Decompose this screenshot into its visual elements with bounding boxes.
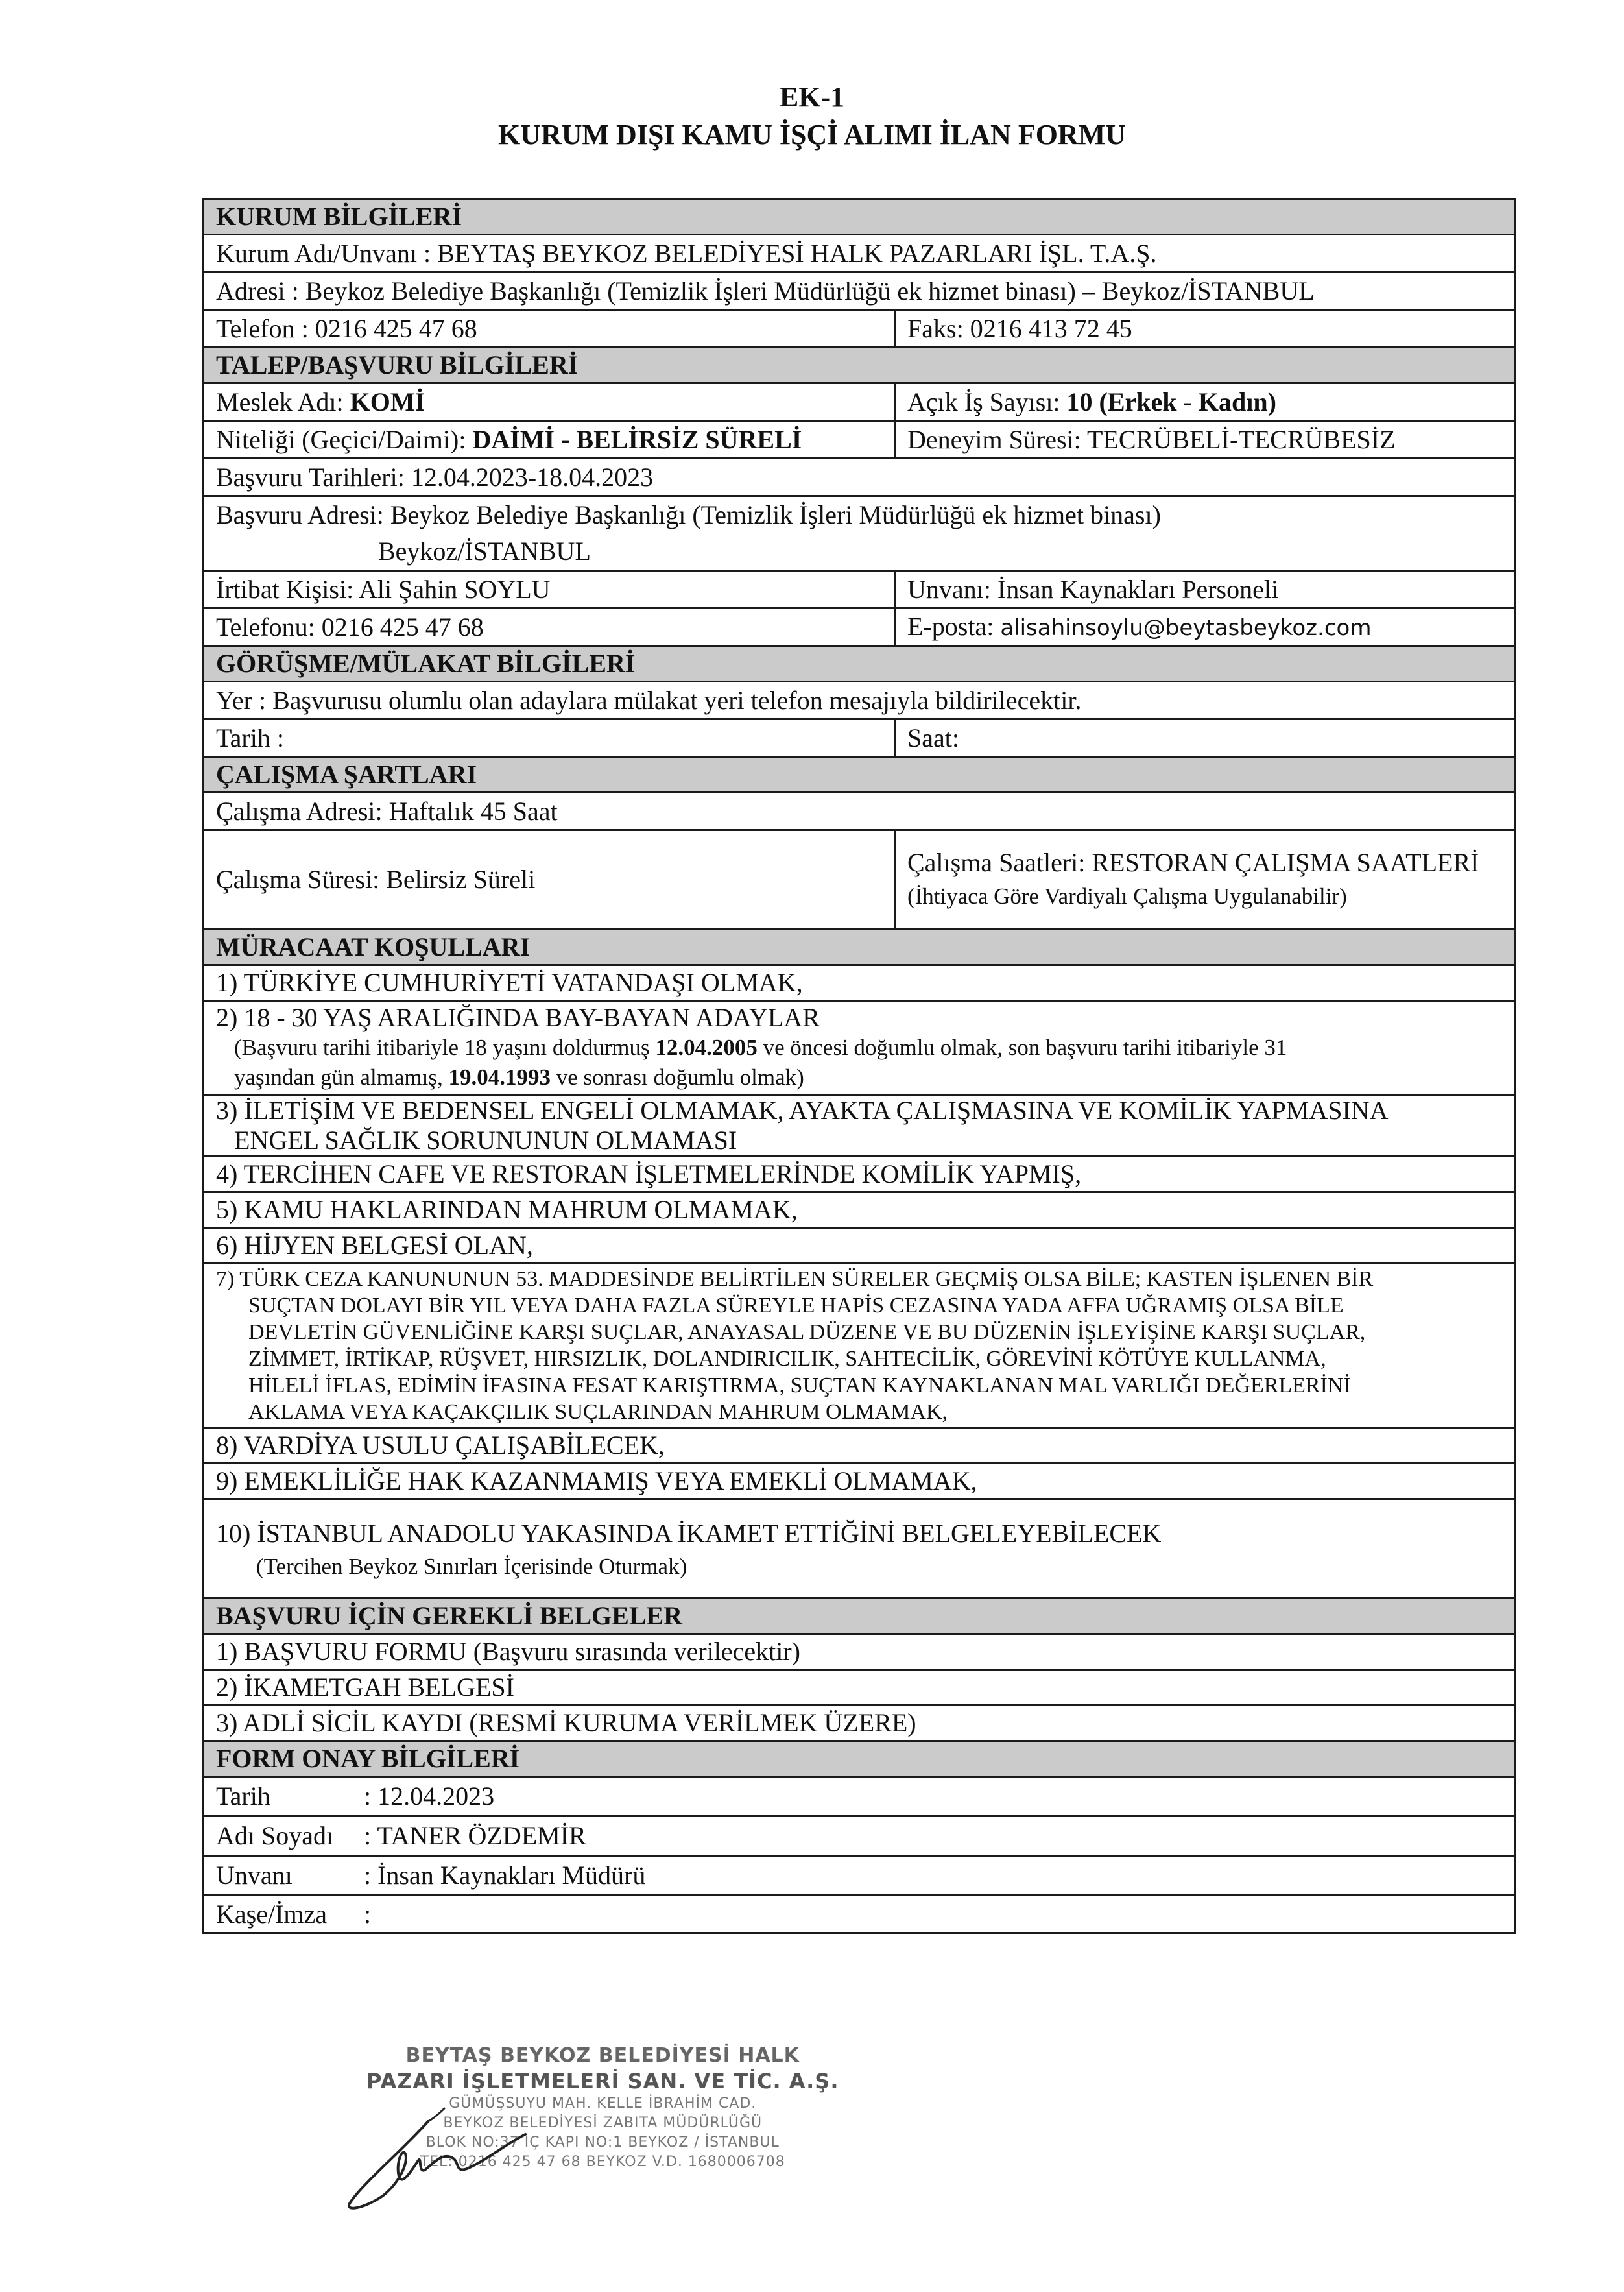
document-title-block bbox=[0, 79, 1624, 154]
application-dates-value: 12.04.2023-18.04.2023 bbox=[411, 462, 654, 492]
open-positions-label: Açık İş Sayısı: bbox=[907, 387, 1067, 416]
condition-item-10 bbox=[204, 1499, 1516, 1598]
experience-value: TECRÜBELİ-TECRÜBESİZ bbox=[1087, 424, 1396, 454]
contact-title-label: Unvanı: bbox=[907, 574, 997, 604]
stamp-line-4: BEYKOZ BELEDİYESİ ZABITA MÜDÜRLÜĞÜ bbox=[443, 2115, 763, 2131]
condition-item-9: 9) EMEKLİLİĞE HAK KAZANMAMIŞ VEYA EMEKLİ OLMAMAK, bbox=[204, 1464, 1516, 1499]
interview-location-label: Yer : bbox=[216, 685, 273, 715]
approver-name-row bbox=[204, 1816, 1516, 1856]
employment-type-cell bbox=[204, 421, 895, 459]
contact-phone-label: Telefonu: bbox=[216, 612, 322, 642]
note-text: ve sonrası doğumlu olmak) bbox=[551, 1065, 804, 1090]
condition-item-2 bbox=[204, 1001, 1516, 1095]
condition-item-7-line: AKLAMA VEYA KAÇAKÇILIK SUÇLARINDAN MAHRUM OLMAMAK, bbox=[248, 1400, 948, 1424]
stamp-line-3: GÜMÜŞSUYU MAH. KELLE İBRAHİM CAD. bbox=[449, 2095, 757, 2112]
section-header-calisma: ÇALIŞMA ŞARTLARI bbox=[204, 757, 1516, 793]
section-header-talep: TALEP/BAŞVURU BİLGİLERİ bbox=[204, 348, 1516, 383]
condition-item-1: 1) TÜRKİYE CUMHURİYETİ VATANDAŞI OLMAK, bbox=[204, 965, 1516, 1001]
approval-date-row bbox=[204, 1777, 1516, 1816]
contact-email-label: E-posta: bbox=[907, 611, 1001, 641]
annex-label: EK-1 bbox=[779, 81, 845, 113]
section-header-kurum: KURUM BİLGİLERİ bbox=[204, 199, 1516, 235]
work-hours-note: (İhtiyaca Göre Vardiyalı Çalışma Uygulanabilir) bbox=[907, 884, 1347, 909]
institution-name-value: BEYTAŞ BEYKOZ BELEDİYESİ HALK PAZARLARI İŞL. T.A.Ş. bbox=[437, 238, 1157, 268]
institution-phone-label: Telefon : bbox=[216, 313, 315, 343]
contact-phone-cell bbox=[204, 609, 895, 646]
min-birth-date: 12.04.2005 bbox=[655, 1035, 758, 1060]
application-dates-label: Başvuru Tarihleri: bbox=[216, 462, 411, 492]
approver-title-label: Unvanı bbox=[216, 1861, 293, 1890]
institution-name-row bbox=[204, 235, 1516, 272]
experience-cell bbox=[895, 421, 1516, 459]
contact-email-link[interactable]: alisahinsoylu@beytasbeykoz.com bbox=[1000, 614, 1372, 641]
work-address-label: Çalışma Adresi: bbox=[216, 796, 389, 826]
institution-address-value: Beykoz Belediye Başkanlığı (Temizlik İşleri Müdürlüğü ek hizmet binası) – Beykoz/İSTANBUL bbox=[305, 276, 1315, 306]
interview-location-row bbox=[204, 682, 1516, 719]
section-header-muracaat: MÜRACAAT KOŞULLARI bbox=[204, 930, 1516, 965]
condition-item-10-line2: (Tercihen Beykoz Sınırları İçerisinde Oturmak) bbox=[256, 1554, 687, 1579]
note-text: (Başvuru tarihi itibariyle 18 yaşını doldurmuş bbox=[234, 1035, 656, 1060]
institution-fax-label: Faks: bbox=[907, 313, 970, 343]
section-header-belgeler: BAŞVURU İÇİN GEREKLİ BELGELER bbox=[204, 1598, 1516, 1634]
approver-name-label: Adı Soyadı bbox=[216, 1821, 334, 1850]
section-header-onay: FORM ONAY BİLGİLERİ bbox=[204, 1741, 1516, 1777]
stamp-line-2: PAZARI İŞLETMELERİ SAN. VE TİC. A.Ş. bbox=[366, 2069, 839, 2093]
stamp-line-5: BLOK NO:37 İÇ KAPI NO:1 BEYKOZ / İSTANBUL bbox=[425, 2134, 780, 2151]
open-positions-cell bbox=[895, 383, 1516, 421]
work-duration-label: Çalışma Süresi: bbox=[216, 865, 387, 894]
institution-fax-value: 0216 413 72 45 bbox=[970, 313, 1132, 343]
application-address-row bbox=[204, 496, 1516, 571]
interview-date-cell: Tarih : bbox=[204, 719, 895, 757]
contact-person-cell bbox=[204, 571, 895, 609]
approval-date-value: : 12.04.2023 bbox=[364, 1781, 495, 1811]
stamp-signature-colon: : bbox=[364, 1899, 372, 1929]
occupation-label: Meslek Adı: bbox=[216, 387, 350, 416]
occupation-value: KOMİ bbox=[350, 387, 425, 416]
contact-person-label: İrtibat Kişisi: bbox=[216, 574, 359, 604]
application-dates-row bbox=[204, 459, 1516, 496]
institution-phone-value: 0216 425 47 68 bbox=[315, 313, 477, 343]
employment-type-value: DAİMİ - BELİRSİZ SÜRELİ bbox=[472, 424, 802, 454]
condition-item-7 bbox=[204, 1264, 1516, 1428]
institution-address-row bbox=[204, 272, 1516, 310]
max-birth-date: 19.04.1993 bbox=[448, 1065, 551, 1090]
approver-title-value: : İnsan Kaynakları Müdürü bbox=[364, 1861, 646, 1890]
work-hours-value: RESTORAN ÇALIŞMA SAATLERİ bbox=[1092, 848, 1479, 877]
work-address-row bbox=[204, 793, 1516, 830]
condition-item-7-line: 7) TÜRK CEZA KANUNUNUN 53. MADDESİNDE BELİRTİLEN SÜRELER GEÇMİŞ OLSA BİLE; KASTEN İŞLENEN BİR bbox=[216, 1267, 1374, 1291]
stamp-signature-label: Kaşe/İmza bbox=[216, 1899, 328, 1929]
interview-location-value: Başvurusu olumlu olan adaylara mülakat yeri telefon mesajıyla bildirilecektir. bbox=[272, 685, 1082, 715]
work-hours-label: Çalışma Saatleri: bbox=[907, 848, 1092, 877]
contact-phone-value: 0216 425 47 68 bbox=[321, 612, 484, 642]
condition-item-2-title: 2) 18 - 30 YAŞ ARALIĞINDA BAY-BAYAN ADAYLAR bbox=[216, 1003, 820, 1032]
occupation-cell bbox=[204, 383, 895, 421]
approver-title-row bbox=[204, 1856, 1516, 1896]
condition-item-7-line: SUÇTAN DOLAYI BİR YIL VEYA DAHA FAZLA SÜREYLE HAPİS CEZASINA YADA AFFA UĞRAMIŞ OLSA BİLE bbox=[248, 1294, 1344, 1318]
application-address-value-line1: Beykoz Belediye Başkanlığı (Temizlik İşleri Müdürlüğü ek hizmet binası) bbox=[390, 500, 1161, 529]
contact-email-cell bbox=[895, 609, 1516, 646]
contact-title-cell bbox=[895, 571, 1516, 609]
application-address-value-line2: Beykoz/İSTANBUL bbox=[378, 537, 591, 566]
stamp-line-6: TEL: 0216 425 47 68 BEYKOZ V.D. 1680006708 bbox=[420, 2154, 785, 2170]
work-address-value: Haftalık 45 Saat bbox=[388, 796, 558, 826]
condition-item-10-line1: 10) İSTANBUL ANADOLU YAKASINDA İKAMET ETTİĞİNİ BELGELEYEBİLECEK bbox=[216, 1519, 1162, 1548]
stamp-signature-row bbox=[204, 1896, 1516, 1933]
section-header-gorusme: GÖRÜŞME/MÜLAKAT BİLGİLERİ bbox=[204, 646, 1516, 682]
experience-label: Deneyim Süresi: bbox=[907, 424, 1088, 454]
condition-item-7-line: ZİMMET, İRTİKAP, RÜŞVET, HIRSIZLIK, DOLANDIRICILIK, SAHTECİLİK, GÖREVİNİ KÖTÜYE KULLANMA, bbox=[248, 1347, 1326, 1371]
contact-title-value: İnsan Kaynakları Personeli bbox=[997, 574, 1279, 604]
condition-item-7-line: DEVLETİN GÜVENLİĞİNE KARŞI SUÇLAR, ANAYASAL DÜZENE VE BU DÜZENİN İŞLEYİŞİNE KARŞI SUÇLAR, bbox=[248, 1320, 1366, 1344]
stamp-line-1: BEYTAŞ BEYKOZ BELEDİYESİ HALK bbox=[405, 2044, 800, 2067]
condition-item-6: 6) HİJYEN BELGESİ OLAN, bbox=[204, 1228, 1516, 1264]
condition-item-4: 4) TERCİHEN CAFE VE RESTORAN İŞLETMELERİNDE KOMİLİK YAPMIŞ, bbox=[204, 1157, 1516, 1192]
open-positions-value: 10 (Erkek - Kadın) bbox=[1066, 387, 1276, 416]
institution-fax-cell bbox=[895, 310, 1516, 348]
handwritten-signature bbox=[337, 2092, 545, 2222]
institution-address-label: Adresi : bbox=[216, 276, 305, 306]
condition-item-3-line1: 3) İLETİŞİM VE BEDENSEL ENGELİ OLMAMAK, AYAKTA ÇALIŞMASINA VE KOMİLİK YAPMASINA bbox=[216, 1096, 1389, 1125]
condition-item-2-note-line2 bbox=[216, 1063, 1503, 1092]
condition-item-5: 5) KAMU HAKLARINDAN MAHRUM OLMAMAK, bbox=[204, 1192, 1516, 1228]
institution-phone-cell bbox=[204, 310, 895, 348]
note-text: yaşından gün almamış, bbox=[234, 1065, 449, 1090]
document-item-1: 1) BAŞVURU FORMU (Başvuru sırasında verilecektir) bbox=[204, 1634, 1516, 1670]
work-duration-cell bbox=[204, 830, 895, 930]
application-address-label: Başvuru Adresi: bbox=[216, 500, 390, 529]
document-item-2: 2) İKAMETGAH BELGESİ bbox=[204, 1670, 1516, 1706]
condition-item-2-note-line1 bbox=[216, 1033, 1503, 1063]
interview-time-cell: Saat: bbox=[895, 719, 1516, 757]
work-duration-value: Belirsiz Süreli bbox=[386, 865, 536, 894]
contact-person-value: Ali Şahin SOYLU bbox=[359, 574, 551, 604]
note-text: ve öncesi doğumlu olmak, son başvuru tarihi itibariyle 31 bbox=[757, 1035, 1287, 1060]
document-item-3: 3) ADLİ SİCİL KAYDI (RESMİ KURUMA VERİLMEK ÜZERE) bbox=[204, 1706, 1516, 1741]
condition-item-3 bbox=[204, 1095, 1516, 1157]
condition-item-3-line2: ENGEL SAĞLIK SORUNUNUN OLMAMASI bbox=[234, 1126, 737, 1155]
condition-item-8: 8) VARDİYA USULU ÇALIŞABİLECEK, bbox=[204, 1428, 1516, 1464]
work-hours-cell bbox=[895, 830, 1516, 930]
condition-item-7-line: HİLELİ İFLAS, EDİMİN İFASINA FESAT KARIŞTIRMA, SUÇTAN KAYNAKLANAN MAL VARLIĞI DEĞERLERİNİ bbox=[248, 1373, 1351, 1397]
employment-type-label: Niteliği (Geçici/Daimi): bbox=[216, 424, 473, 454]
form-title: KURUM DIŞI KAMU İŞÇİ ALIMI İLAN FORMU bbox=[497, 119, 1127, 151]
job-announcement-form-table bbox=[202, 198, 1516, 1934]
approval-date-label: Tarih bbox=[216, 1781, 270, 1811]
institution-name-label: Kurum Adı/Unvanı : bbox=[216, 238, 438, 268]
approver-name-value: : TANER ÖZDEMİR bbox=[364, 1821, 586, 1850]
